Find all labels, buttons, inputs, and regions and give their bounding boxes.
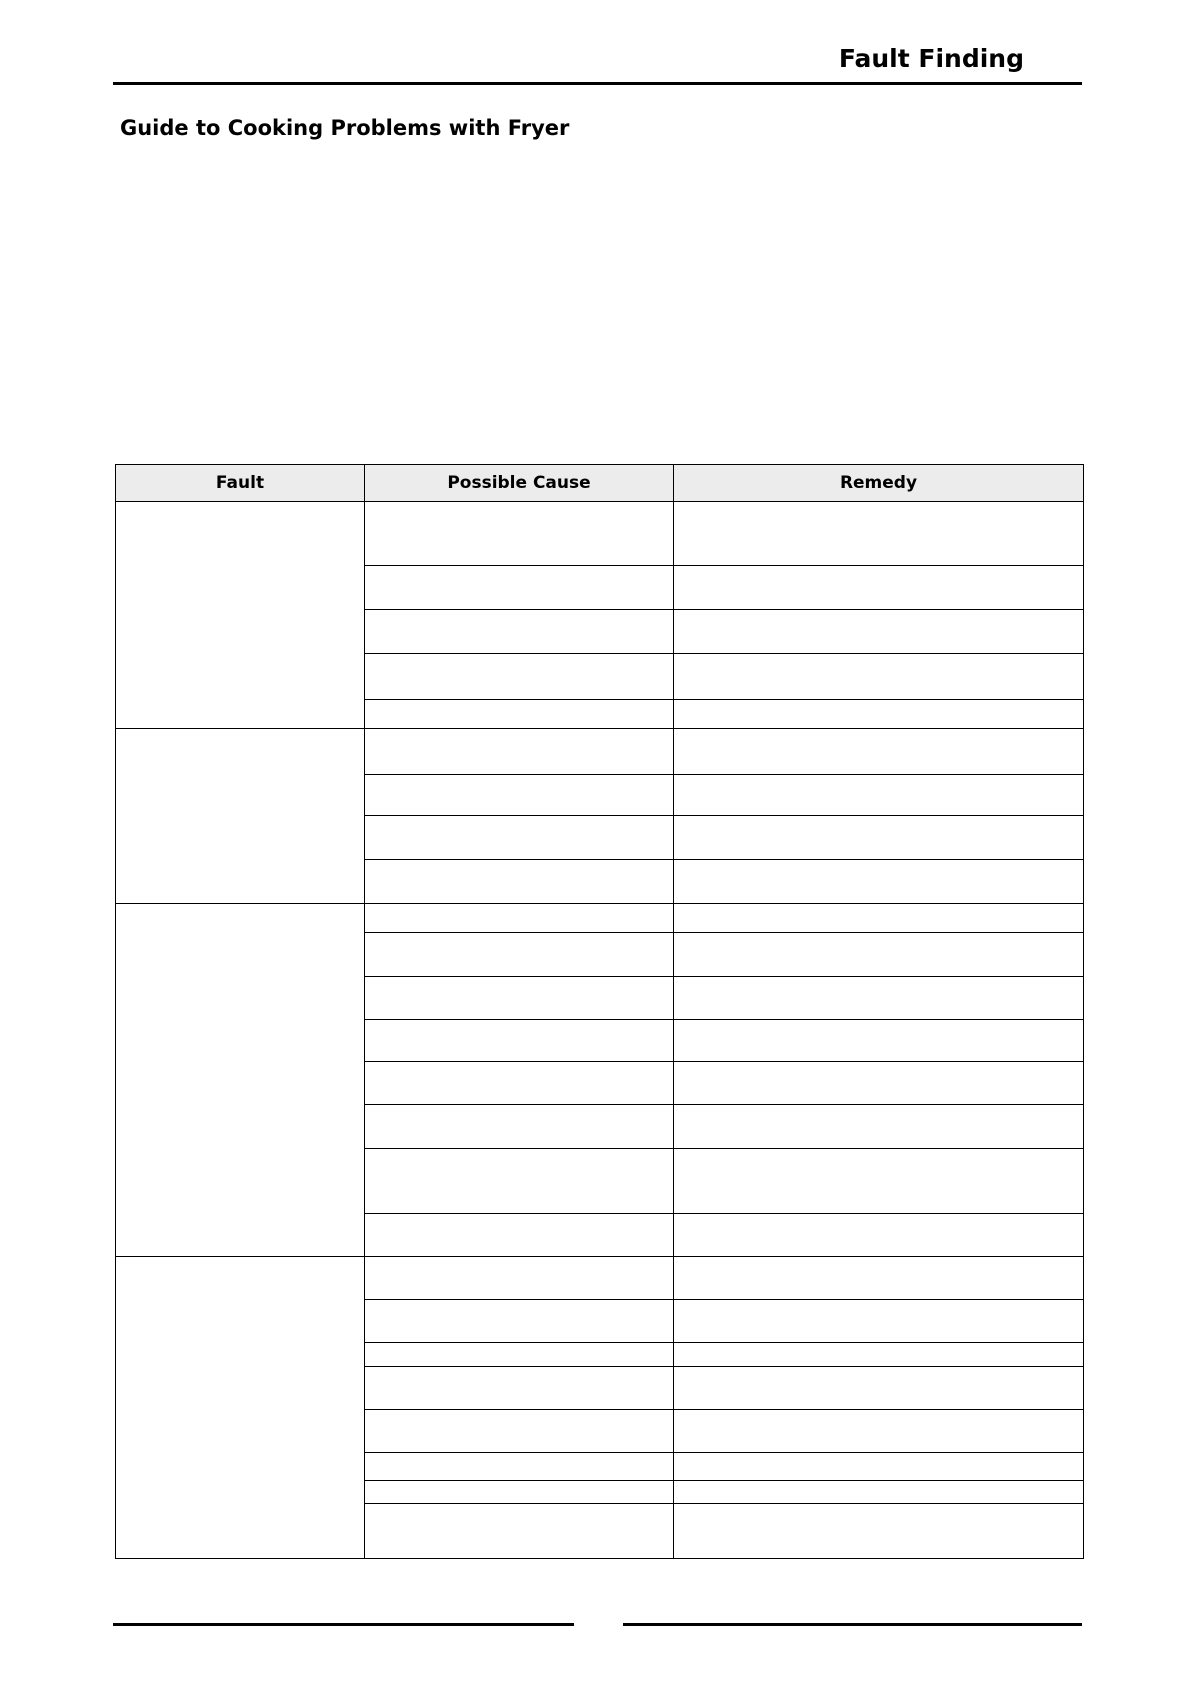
- remedy-cell: [674, 1062, 1084, 1105]
- table-row: [116, 904, 1084, 933]
- cause-cell: [365, 1214, 674, 1257]
- remedy-cell: [674, 1453, 1084, 1481]
- remedy-cell: [674, 1105, 1084, 1149]
- remedy-cell: [674, 904, 1084, 933]
- cause-cell: [365, 1020, 674, 1062]
- remedy-cell: [674, 1020, 1084, 1062]
- cause-cell: [365, 933, 674, 977]
- cause-cell: [365, 1257, 674, 1300]
- fault-cell: [116, 904, 365, 1257]
- cause-cell: [365, 610, 674, 654]
- remedy-cell: [674, 654, 1084, 700]
- remedy-cell: [674, 816, 1084, 860]
- section-title: Guide to Cooking Problems with Fryer: [120, 116, 570, 140]
- cause-cell: [365, 1410, 674, 1453]
- remedy-cell: [674, 610, 1084, 654]
- remedy-cell: [674, 1367, 1084, 1410]
- column-header-fault: Fault: [116, 465, 365, 502]
- cause-cell: [365, 1062, 674, 1105]
- cause-cell: [365, 654, 674, 700]
- footer-rule-left: [113, 1623, 574, 1626]
- table-row: [116, 729, 1084, 775]
- cause-cell: [365, 729, 674, 775]
- cause-cell: [365, 1149, 674, 1214]
- remedy-cell: [674, 1481, 1084, 1504]
- remedy-cell: [674, 1300, 1084, 1343]
- column-header-cause: Possible Cause: [365, 465, 674, 502]
- cause-cell: [365, 977, 674, 1020]
- footer-rule-right: [623, 1623, 1082, 1626]
- cause-cell: [365, 816, 674, 860]
- cause-cell: [365, 904, 674, 933]
- cause-cell: [365, 1481, 674, 1504]
- table-row: [116, 502, 1084, 566]
- cause-cell: [365, 1367, 674, 1410]
- header-rule: [113, 82, 1082, 85]
- remedy-cell: [674, 1257, 1084, 1300]
- column-header-remedy: Remedy: [674, 465, 1084, 502]
- cause-cell: [365, 1453, 674, 1481]
- cause-cell: [365, 1105, 674, 1149]
- remedy-cell: [674, 1504, 1084, 1559]
- remedy-cell: [674, 977, 1084, 1020]
- fault-finding-table: [115, 464, 1084, 1559]
- table-row: [116, 1257, 1084, 1300]
- cause-cell: [365, 502, 674, 566]
- fault-cell: [116, 1257, 365, 1559]
- remedy-cell: [674, 729, 1084, 775]
- remedy-cell: [674, 775, 1084, 816]
- remedy-cell: [674, 1343, 1084, 1367]
- remedy-cell: [674, 566, 1084, 610]
- remedy-cell: [674, 1149, 1084, 1214]
- remedy-cell: [674, 1410, 1084, 1453]
- remedy-cell: [674, 860, 1084, 904]
- remedy-cell: [674, 1214, 1084, 1257]
- remedy-cell: [674, 502, 1084, 566]
- fault-cell: [116, 729, 365, 904]
- fault-cell: [116, 502, 365, 729]
- cause-cell: [365, 566, 674, 610]
- cause-cell: [365, 1300, 674, 1343]
- page-header-title: Fault Finding: [838, 44, 1024, 73]
- cause-cell: [365, 1504, 674, 1559]
- remedy-cell: [674, 700, 1084, 729]
- cause-cell: [365, 1343, 674, 1367]
- remedy-cell: [674, 933, 1084, 977]
- cause-cell: [365, 860, 674, 904]
- cause-cell: [365, 775, 674, 816]
- table-header-row: [116, 465, 1084, 502]
- cause-cell: [365, 700, 674, 729]
